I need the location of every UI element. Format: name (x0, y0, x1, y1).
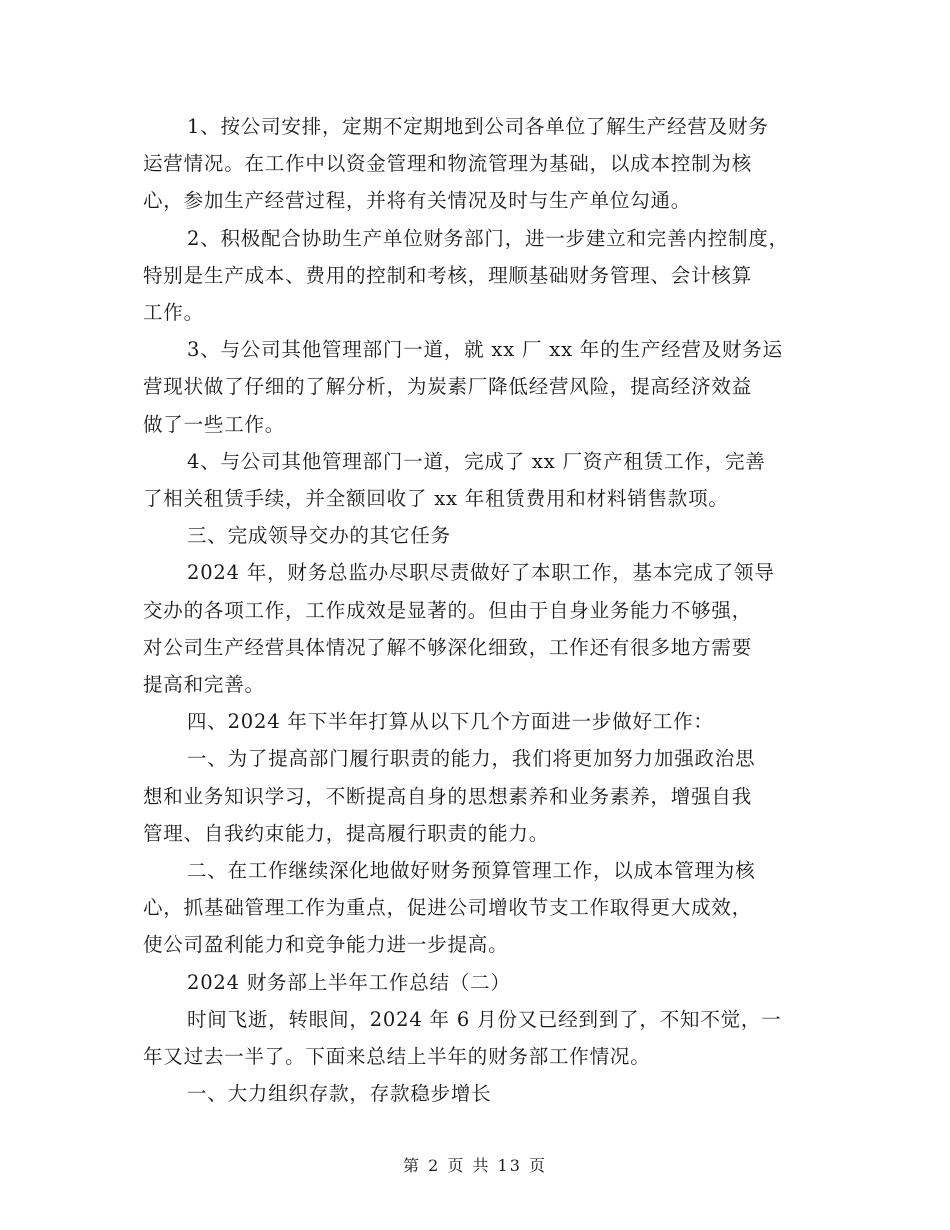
text-line: 使公司盈利能力和竞争能力进一步提高。 (143, 933, 509, 957)
text-line: 2024 年，财务总监办尽职尽责做好了本职工作，基本完成了领导 (187, 561, 775, 585)
text-line: 一、大力组织存款，存款稳步增长 (187, 1082, 492, 1106)
page-number-footer: 第 2 页 共 13 页 (403, 1156, 547, 1175)
text-line: 3、与公司其他管理部门一道，就 xx 厂 xx 年的生产经营及财务运 (187, 338, 783, 362)
text-line: 1、按公司安排，定期不定期地到公司各单位了解生产经营及财务 (187, 115, 769, 138)
text-line: 心，抓基础管理工作为重点，促进公司增收节支工作取得更大成效， (143, 896, 753, 920)
text-line: 交办的各项工作，工作成效是显著的。但由于自身业务能力不够强， (143, 598, 753, 622)
text-line: 想和业务知识学习，不断提高自身的思想素养和业务素养，增强自我 (143, 784, 753, 808)
text-line: 4、与公司其他管理部门一道，完成了 xx 厂资产租赁工作，完善 (187, 449, 766, 473)
text-line: 年又过去一半了。下面来总结上半年的财务部工作情况。 (143, 1045, 651, 1069)
text-line: 时间飞逝，转眼间，2024 年 6 月份又已经到到了，不知不觉，一 (187, 1007, 782, 1031)
text-line: 2、积极配合协助生产单位财务部门，进一步建立和完善内控制度， (187, 226, 789, 250)
text-line: 2024 财务部上半年工作总结（二） (187, 970, 511, 994)
text-line: 提高和完善。 (143, 673, 265, 697)
text-line: 了相关租赁手续，并全额回收了 xx 年租赁费用和材料销售款项。 (143, 487, 729, 511)
text-line: 营现状做了仔细的了解分析，为炭素厂降低经营风险，提高经济效益 (143, 375, 753, 399)
document-body (143, 108, 813, 1112)
text-line: 工作。 (143, 301, 204, 325)
text-line: 一、为了提高部门履行职责的能力，我们将更加努力加强政治思 (187, 747, 756, 771)
text-line: 特别是生产成本、费用的控制和考核，理顺基础财务管理、会计核算 (143, 263, 753, 287)
text-line: 四、2024 年下半年打算从以下几个方面进一步做好工作： (187, 710, 714, 734)
text-line: 对公司生产经营具体情况了解不够深化细致，工作还有很多地方需要 (143, 635, 753, 659)
text-line: 三、完成领导交办的其它任务 (187, 524, 451, 548)
text-line: 管理、自我约束能力，提高履行职责的能力。 (143, 821, 550, 845)
text-line: 做了一些工作。 (143, 412, 286, 436)
text-line: 二、在工作继续深化地做好财务预算管理工作，以成本管理为核 (187, 859, 756, 883)
text-line: 运营情况。在工作中以资金管理和物流管理为基础，以成本控制为核 (143, 152, 753, 176)
text-line: 心，参加生产经营过程，并将有关情况及时与生产单位勾通。 (143, 189, 692, 213)
